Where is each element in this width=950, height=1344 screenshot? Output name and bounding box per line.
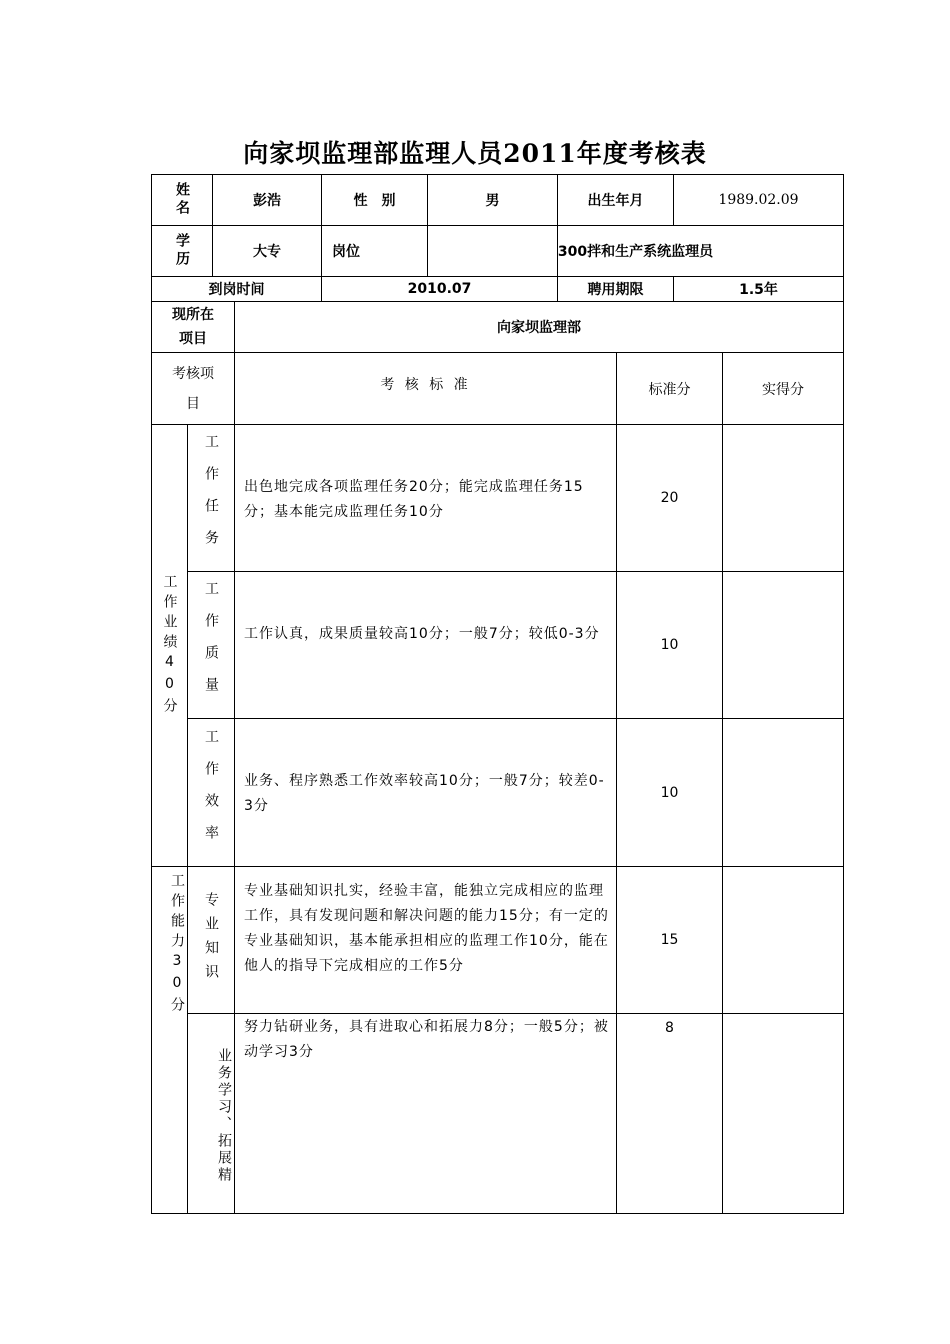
term-label: 聘用期限 xyxy=(587,282,644,298)
std-score: 15 xyxy=(660,932,679,948)
actual-score[interactable] xyxy=(723,425,843,571)
actual-score[interactable] xyxy=(723,1014,843,1213)
group-label-ability: 工作能力30分 xyxy=(169,873,185,1017)
actual-score[interactable] xyxy=(723,572,843,718)
item-label: 工作质量 xyxy=(203,581,219,709)
education-label: 学历 xyxy=(174,233,190,269)
standard-text: 工作认真，成果质量较高10分；一般7分；较低0-3分 xyxy=(244,626,600,642)
item-label: 工作任务 xyxy=(203,434,219,562)
page-title: 向家坝监理部监理人员2011年度考核表 xyxy=(243,139,707,168)
col-divider xyxy=(234,301,235,1214)
arrival-label: 到岗时间 xyxy=(208,282,265,298)
birth-value: 1989.02.09 xyxy=(718,192,799,208)
actual-score[interactable] xyxy=(723,867,843,1013)
birth-label: 出生年月 xyxy=(587,193,644,209)
group-label-performance: 工作业绩40分 xyxy=(161,573,178,718)
gender-value: 男 xyxy=(485,193,500,209)
standard-text: 业务、程序熟悉工作效率较高10分；一般7分；较差0-3分 xyxy=(244,773,605,814)
standard-text: 努力钻研业务，具有进取心和拓展力8分；一般5分；被动学习3分 xyxy=(244,1019,609,1060)
actual-score[interactable] xyxy=(723,719,843,866)
std-score: 8 xyxy=(665,1020,674,1036)
item-label: 工作效率 xyxy=(203,728,219,857)
name-value: 彭浩 xyxy=(253,193,281,209)
table-border-right xyxy=(843,174,844,1214)
project-value: 向家坝监理部 xyxy=(497,320,581,336)
std-score: 10 xyxy=(660,637,679,653)
header-std-score: 标准分 xyxy=(648,381,691,398)
project-label: 现所在项目 xyxy=(172,307,214,347)
gender-label: 性 别 xyxy=(353,193,396,209)
item-label: 业务学习、拓展精 xyxy=(216,1047,232,1184)
arrival-value: 2010.07 xyxy=(407,281,472,297)
header-standard: 考 核 标 准 xyxy=(380,377,471,393)
std-score: 10 xyxy=(660,784,679,801)
table-border-bottom xyxy=(151,1213,844,1214)
post-value: 300拌和生产系统监理员 xyxy=(557,244,714,260)
standard-text: 出色地完成各项监理任务20分；能完成监理任务15分；基本能完成监理任务10分 xyxy=(244,479,584,520)
name-label: 姓名 xyxy=(174,182,190,218)
standard-text: 专业基础知识扎实，经验丰富，能独立完成相应的监理工作，具有发现问题和解决问题的能力15分；有一定的专业基础知识，基本能承担相应的监理工作10分，能在他人的指导下完成相应的工作5分 xyxy=(244,883,609,974)
std-score: 20 xyxy=(660,490,679,506)
header-item: 考核项目 xyxy=(172,365,214,412)
item-label: 专业知识 xyxy=(203,892,219,988)
post-label: 岗位 xyxy=(332,244,360,260)
header-actual-score: 实得分 xyxy=(762,381,804,398)
education-value: 大专 xyxy=(253,244,281,260)
term-value: 1.5年 xyxy=(739,282,778,298)
